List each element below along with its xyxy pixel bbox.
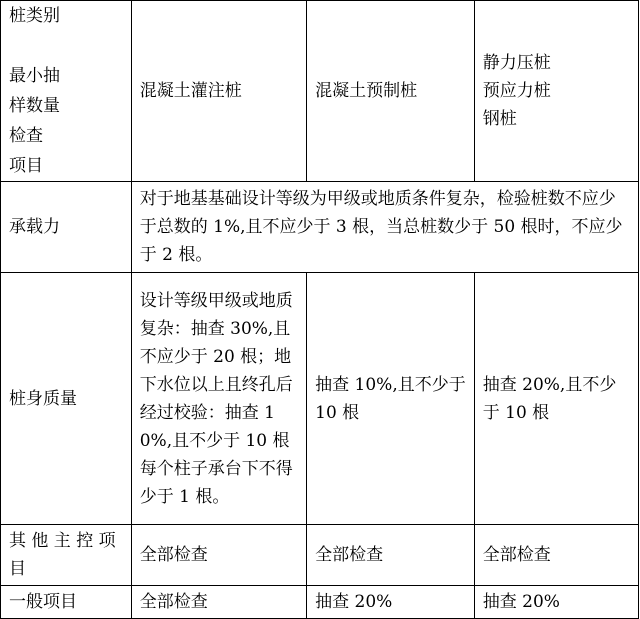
row-other-main-control [1,525,639,586]
header-cast-in-place-pile: 混凝土灌注桩 [131,1,306,182]
header-corner-cell: 桩类别 最小抽 样数量 检查 项目 [1,1,132,182]
row-label: 其 他 主 控 项目 [1,525,132,586]
header-precast-pile: 混凝土预制桩 [307,1,475,182]
cell-cast-in-place: 全部检查 [131,525,306,586]
cell-cast-in-place: 全部检查 [131,586,306,619]
header-row [1,1,639,182]
row-label: 一般项目 [1,586,132,619]
cell-static-prestressed-steel: 全部检查 [474,525,638,586]
row-label: 承载力 [1,182,132,273]
bearing-capacity-requirement: 对于地基基础设计等级为甲级或地质条件复杂，检验桩数不应少于总数的 1%,且不应少于 3 根，当总桩数少于 50 根时，不应少于 2 根。 [131,182,638,273]
row-label: 桩身质量 [1,273,132,525]
cell-precast: 全部检查 [307,525,475,586]
row-general-items [1,586,639,619]
cell-precast: 抽查 20% [307,586,475,619]
cell-cast-in-place: 设计等级甲级或地质复杂：抽查 30%,且不应少于 20 根；地下水位以上且终孔后经过校验：抽查 10%,且不少于 10 根 每个柱子承台下不得少于 1 根。 [131,273,306,525]
cell-precast: 抽查 10%,且不少于 10 根 [307,273,475,525]
header-static-prestressed-steel-pile: 静力压桩 预应力桩 钢桩 [474,1,638,182]
row-bearing-capacity [1,182,639,273]
row-pile-integrity [1,273,639,525]
cell-static-prestressed-steel: 抽查 20% [474,586,638,619]
cell-static-prestressed-steel: 抽查 20%,且不少于 10 根 [474,273,638,525]
